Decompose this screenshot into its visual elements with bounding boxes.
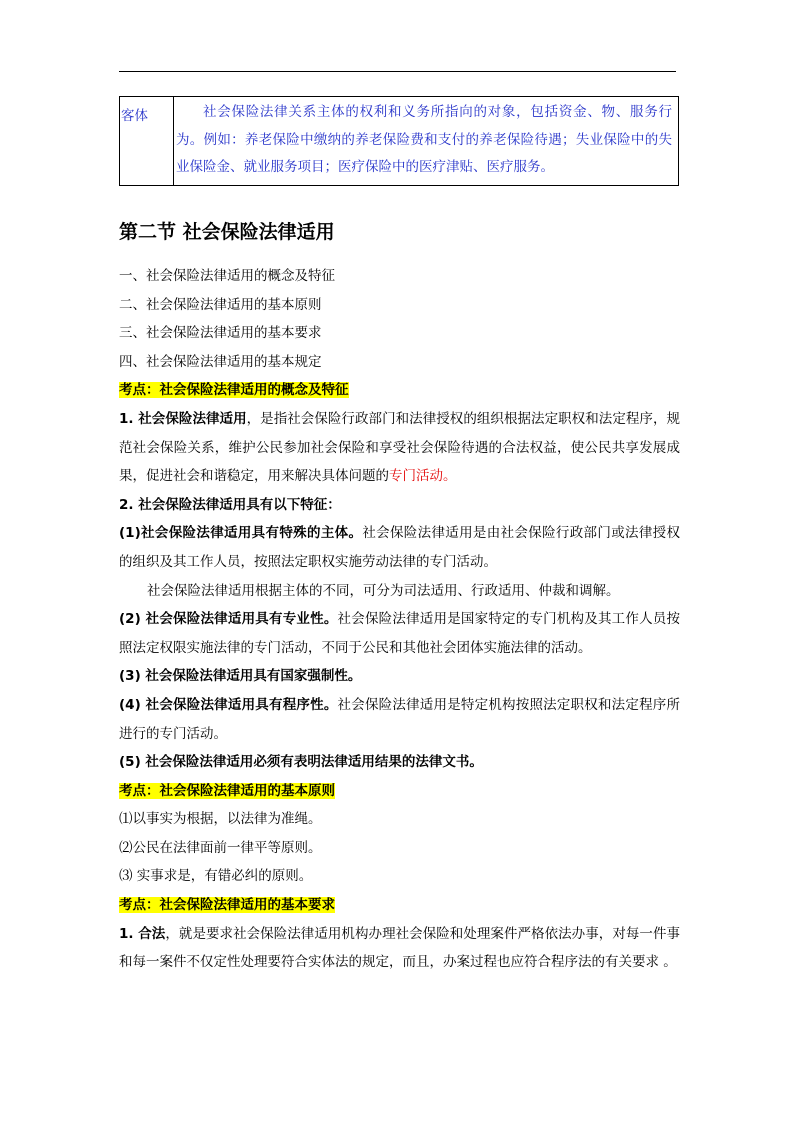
features-heading: 2. 社会保险法律适用具有以下特征： <box>119 496 341 513</box>
principle-item: ⑵公民在法律面前一律平等原则。 <box>119 839 322 856</box>
definition-paragraph <box>119 405 680 491</box>
outline-item: 一、社会保险法律适用的概念及特征 <box>119 268 335 284</box>
definition-emphasis: 专门活动。 <box>389 468 457 485</box>
key-point-2 <box>119 777 680 806</box>
feature-4-title: (4) 社会保险法律适用具有程序性。 <box>119 696 338 713</box>
feature-4-text: 社会保险法律适用是特定机构按照法定职权和法定程序所进行的专门活动。 <box>119 696 681 742</box>
requirement-paragraph <box>119 920 680 977</box>
principle-item: ⑴以事实为根据，以法律为准绳。 <box>119 811 322 828</box>
principle-item: ⑶ 实事求是，有错必纠的原则。 <box>119 868 313 885</box>
definition-text: ，是指社会保险行政部门和法律授权的组织根据法定职权和法定程序，规范社会保险关系，维护公民参加社会保险和享受社会保险待遇的合法权益，使公民共享发展成果，促进社会和谐稳定，用来解决具体问题的 <box>119 410 680 485</box>
section-title: 第二节 社会保险法律适用 <box>119 221 335 243</box>
main-content <box>119 212 680 977</box>
feature-1 <box>119 519 680 576</box>
feature-2-text: 社会保险法律适用是国家特定的专门机构及其工作人员按照法定权限实施法律的专门活动，不同于公民和其他社会团体实施法律的活动。 <box>119 611 681 656</box>
header-rule <box>119 71 676 72</box>
feature-4 <box>119 691 680 748</box>
requirement-term: 1. 合法 <box>119 925 166 942</box>
outline-item: 三、社会保险法律适用的基本要求 <box>119 325 322 342</box>
key-point-1 <box>119 376 680 405</box>
outline-item: 四、社会保险法律适用的基本规定 <box>119 353 322 370</box>
requirement-text: ，就是要求社会保险法律适用机构办理社会保险和处理案件严格依法办事，对每一件事和每一案件不仅定性处理要符合实体法的规定，而且，办案过程也应符合程序法的有关要求 。 <box>119 925 680 971</box>
table-description-cell: 社会保险法律关系主体的权利和义务所指向的对象，包括资金、物、服务行为。例如：养老保险中缴纳的养老保险费和支付的养老保险待遇；失业保险中的失业保险金、就业服务项目；医疗保险中的医疗津贴、医疗服务。 <box>174 97 679 186</box>
feature-1-title: (1)社会保险法律适用具有特殊的主体。 <box>119 525 363 542</box>
key-point-3 <box>119 891 680 920</box>
feature-2 <box>119 605 680 662</box>
definition-term: 1. 社会保险法律适用 <box>119 410 247 427</box>
key-point-heading: 考点：社会保险法律适用的基本要求 <box>119 897 335 914</box>
feature-5: (5) 社会保险法律适用必须有表明法律适用结果的法律文书。 <box>119 754 483 771</box>
definition-table <box>119 96 679 186</box>
feature-3: (3) 社会保险法律适用具有国家强制性。 <box>119 668 362 685</box>
table-row <box>120 97 679 186</box>
feature-2-title: (2) 社会保险法律适用具有专业性。 <box>119 611 338 628</box>
feature-1-note: 社会保险法律适用根据主体的不同，可分为司法适用、行政适用、仲裁和调解。 <box>147 582 620 599</box>
key-point-heading: 考点：社会保险法律适用的基本原则 <box>119 782 335 799</box>
feature-1-text: 社会保险法律适用是由社会保险行政部门或法律授权的组织及其工作人员，按照法定职权实施劳动法律的专门活动。 <box>119 525 681 570</box>
key-point-heading: 考点：社会保险法律适用的概念及特征 <box>119 382 349 399</box>
table-term-cell: 客体 <box>120 97 174 186</box>
outline-item: 二、社会保险法律适用的基本原则 <box>119 296 322 313</box>
